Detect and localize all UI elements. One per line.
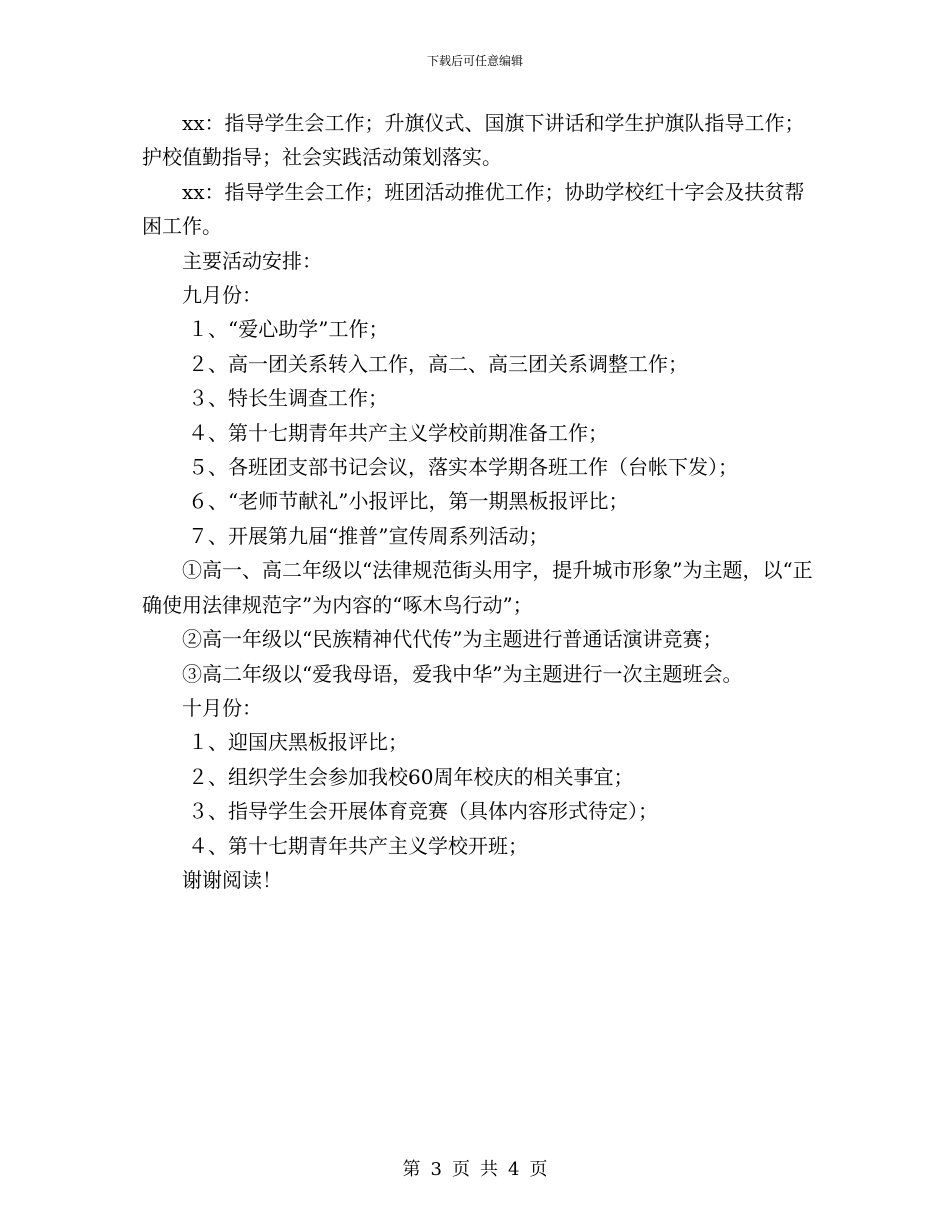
list-item: ５、各班团支部书记会议，落实本学期各班工作（台帐下发）；	[188, 455, 738, 480]
list-item: １、“爱心助学”工作；	[188, 317, 389, 342]
list-item: ２、组织学生会参加我校60周年校庆的相关事宜；	[188, 764, 634, 789]
footer-label-ye: 页	[452, 1159, 470, 1180]
footer-current-page: 3	[430, 1159, 442, 1180]
list-item: ３、特长生调查工作；	[188, 386, 388, 411]
list-item: ４、第十七期青年共产主义学校前期准备工作；	[188, 420, 608, 445]
sub-item: ③高二年级以“爱我母语，爱我中华”为主题进行一次主题班会。	[182, 661, 743, 686]
month-heading-october: 十月份：	[182, 695, 262, 720]
sub-item: ②高一年级以“民族精神代代传”为主题进行普通话演讲竞赛；	[182, 627, 723, 652]
list-item: １、迎国庆黑板报评比；	[188, 730, 408, 755]
section-heading-activities: 主要活动安排：	[182, 248, 322, 273]
paragraph-duty-2: xx：指导学生会工作；班团活动推优工作；协助学校红十字会及扶贫帮困工作。	[142, 179, 805, 239]
document-body	[142, 106, 822, 897]
list-item: ６、“老师节献礼”小报评比，第一期黑板报评比；	[188, 489, 629, 514]
list-item: ４、第十七期青年共产主义学校开班；	[188, 833, 528, 858]
list-item: ７、开展第九届“推普”宣传周系列活动；	[188, 523, 549, 548]
page-footer	[0, 1155, 950, 1181]
sub-item: ①高一、高二年级以“法律规范街头用字，提升城市形象”为主题，以“正确使用法律规范字”为内容的“啄木鸟行动”；	[142, 558, 813, 617]
page-header: 下载后可任意编辑	[426, 54, 523, 68]
closing-text: 谢谢阅读！	[182, 867, 282, 892]
footer-label-di: 第	[402, 1159, 421, 1180]
list-item: ２、高一团关系转入工作，高二、高三团关系调整工作；	[188, 351, 688, 376]
footer-total-pages: 4	[508, 1159, 520, 1180]
footer-label-gong: 共	[480, 1159, 498, 1180]
month-heading-september: 九月份：	[182, 283, 262, 308]
list-item: ３、指导学生会开展体育竞赛（具体内容形式待定）；	[188, 799, 658, 824]
paragraph-duty-1: xx：指导学生会工作；升旗仪式、国旗下讲话和学生护旗队指导工作；护校值勤指导；社会实践活动策划落实。	[142, 111, 805, 170]
footer-label-ye-2: 页	[529, 1159, 548, 1180]
